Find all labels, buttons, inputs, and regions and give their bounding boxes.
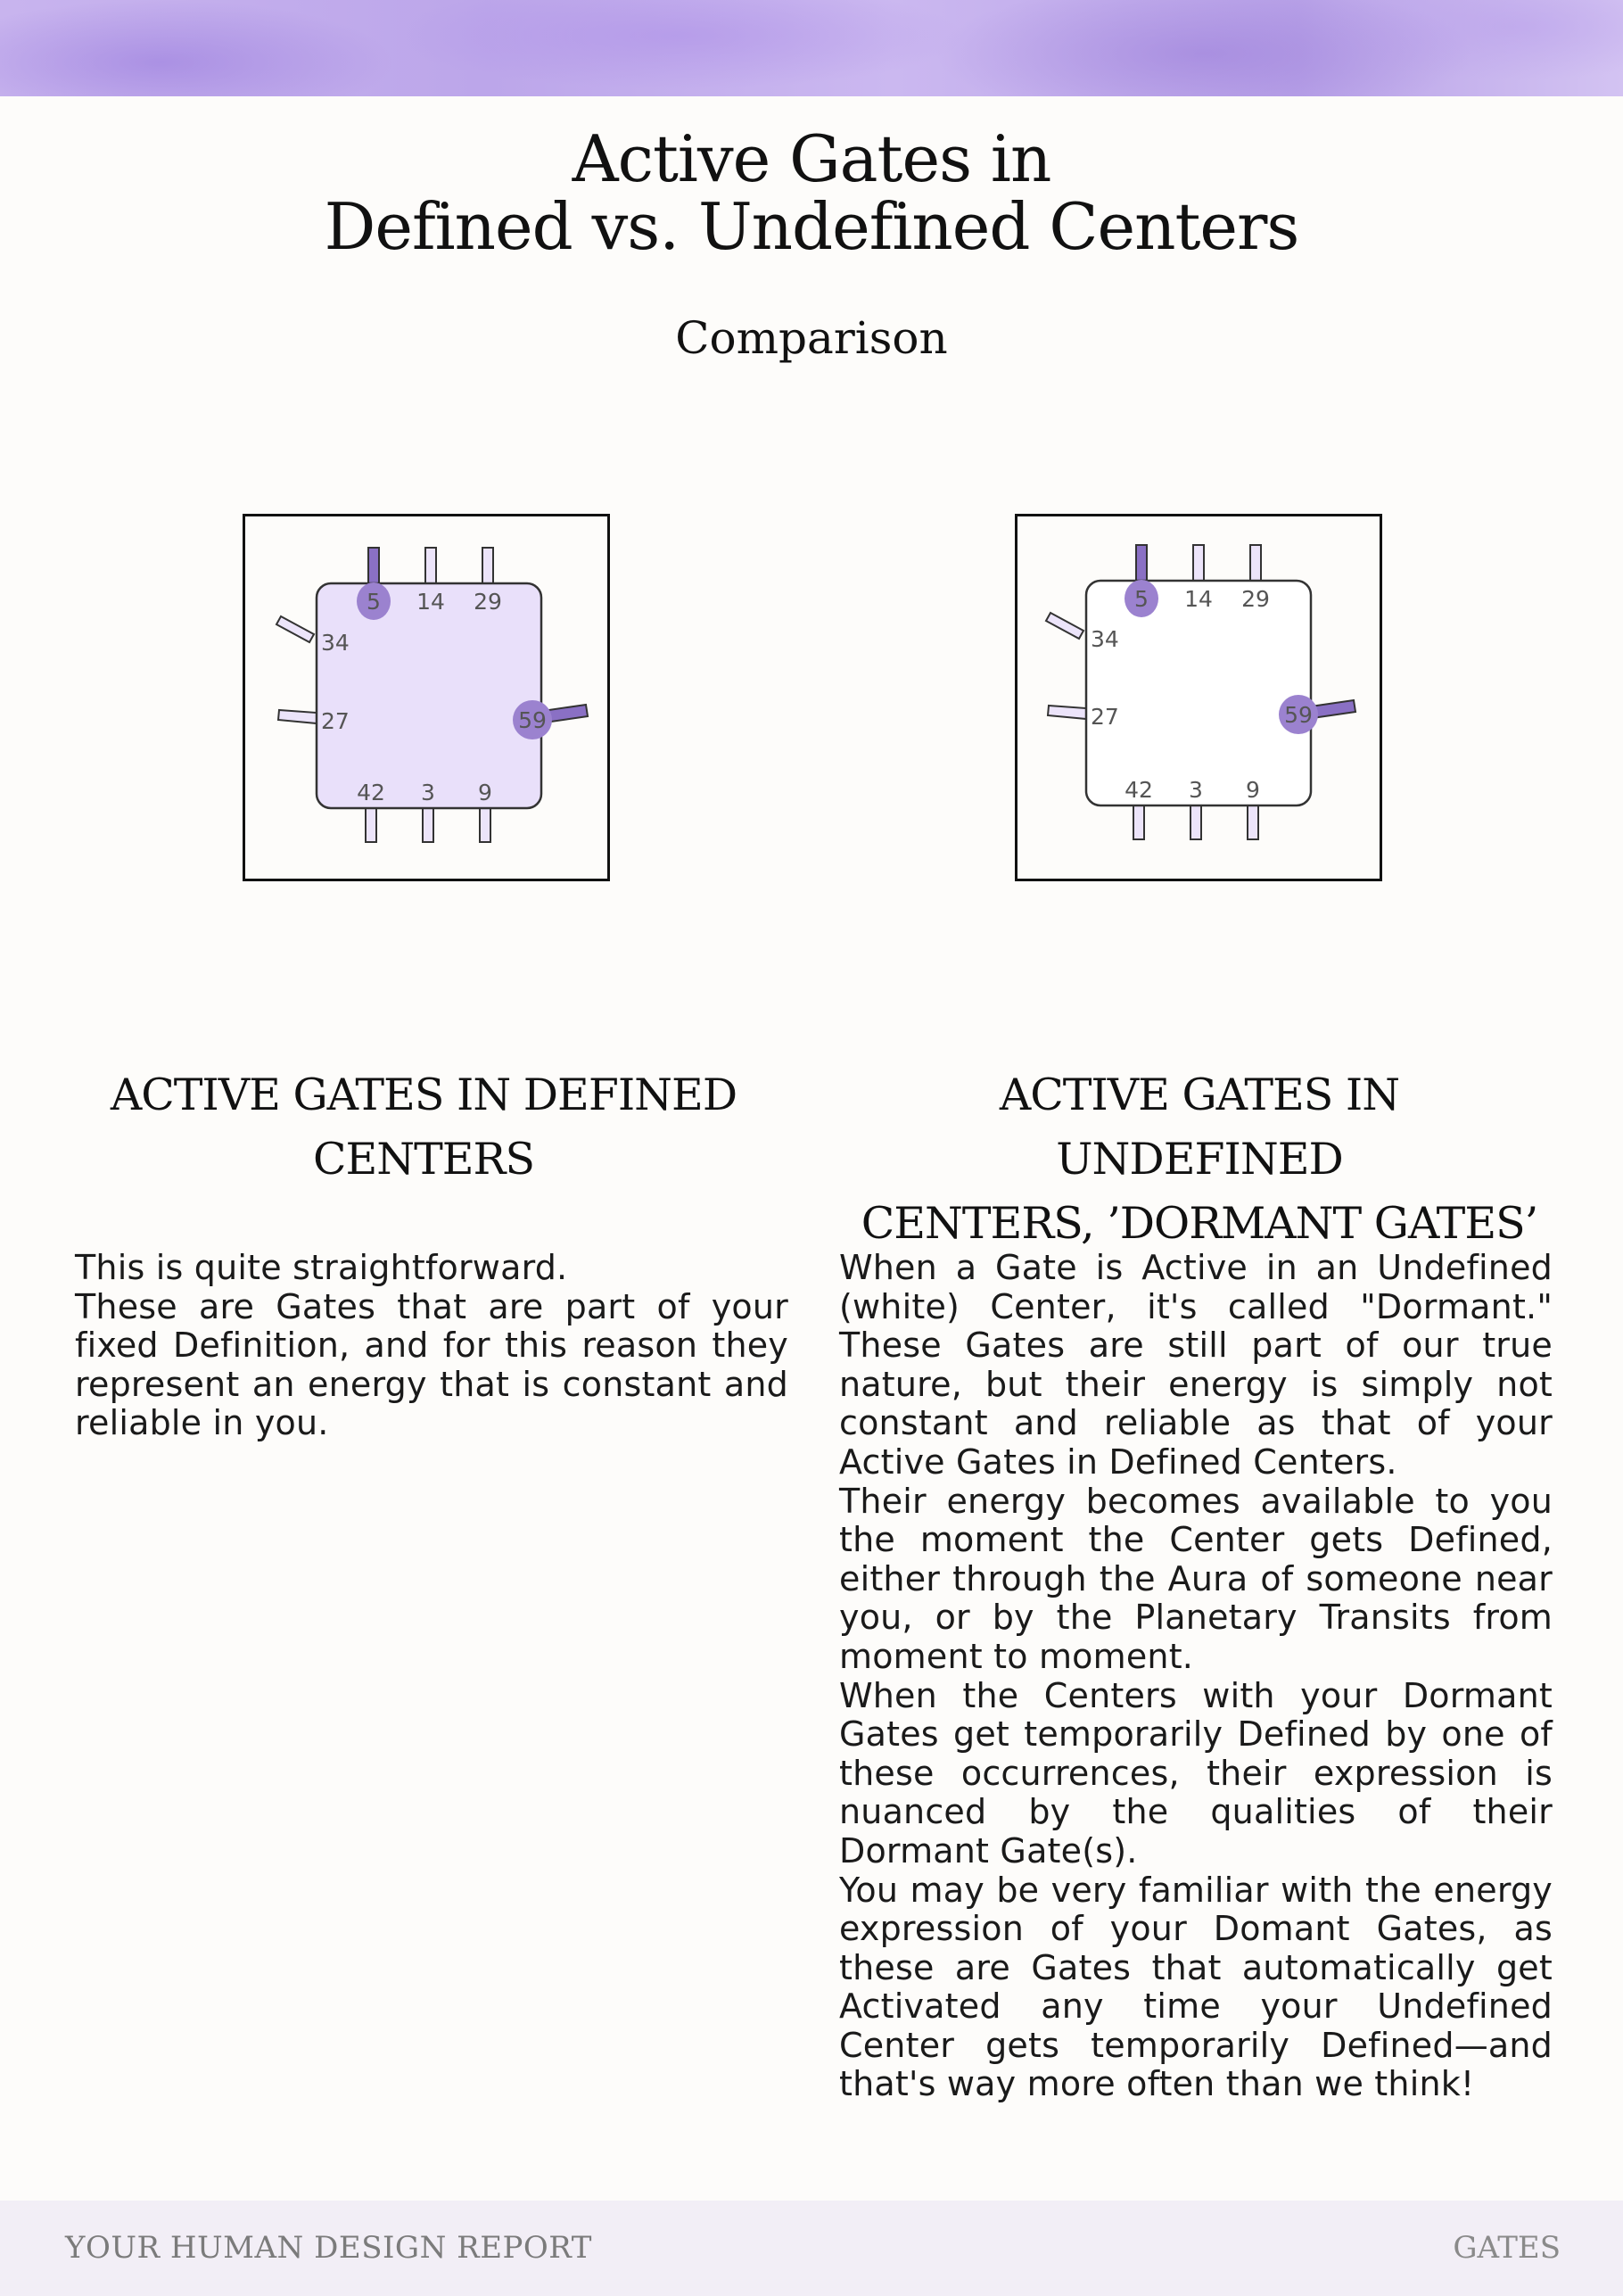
channel-gate-27	[278, 710, 317, 723]
gate-9-label: 9	[1246, 777, 1260, 803]
channel-gate-3	[423, 806, 433, 842]
gate-3-label: 3	[421, 780, 435, 805]
undefined-paragraph: You may be very familiar with the energy expression of your Domant Gates, as these are Gates that automatically get Activated any time your Undefined Center gets temporarily Defined—and that's way more often than we think!	[839, 1870, 1553, 2104]
page-subtitle: Comparison	[675, 312, 948, 364]
page-title-line1: Active Gates in	[572, 121, 1051, 196]
defined-paragraph: These are Gates that are part of your fixed Definition, and for this reason they represent an energy that is constant and reliable in you.	[75, 1286, 788, 1443]
undefined-section-body	[839, 1249, 1553, 2104]
channel-gate-42	[366, 806, 376, 842]
gate-34-label: 34	[321, 630, 350, 656]
channel-gate-5	[368, 548, 379, 583]
center-body	[317, 583, 541, 808]
gate-5-label: 5	[1134, 586, 1149, 612]
gate-29-label: 29	[1241, 586, 1270, 612]
top-banner	[0, 0, 1623, 96]
channel-gate-14	[1193, 545, 1204, 581]
center-body	[1086, 581, 1311, 805]
gate-59-label: 59	[1284, 702, 1313, 728]
channel-gate-27	[1048, 706, 1086, 719]
gate-29-label: 29	[474, 589, 502, 615]
footer-section-name: GATES	[1453, 2230, 1561, 2266]
footer-report-title: YOUR HUMAN DESIGN REPORT	[65, 2230, 592, 2266]
gate-59-label: 59	[518, 707, 547, 733]
channel-gate-34	[276, 616, 314, 642]
gate-14-label: 14	[1184, 586, 1213, 612]
undefined-paragraph: When the Centers with your Dormant Gates get temporarily Defined by one of these occurrences, their expression is nuanced by the qualities of their Dormant Gate(s).	[839, 1675, 1553, 1871]
channel-gate-29	[482, 548, 493, 583]
undefined-paragraph: When a Gate is Active in an Undefined (white) Center, it's called "Dormant." These Gates are still part of our true nature, but their energy is simply not constant and reliable as that of your Active Gates in Defined Centers.	[839, 1248, 1553, 1482]
undefined-heading-line2: CENTERS, ’DORMANT GATES’	[861, 1198, 1538, 1249]
defined-center-svg	[245, 516, 607, 879]
defined-section-heading	[85, 1063, 762, 1192]
defined-paragraph: This is quite straightforward.	[75, 1248, 568, 1287]
gate-27-label: 27	[321, 708, 350, 734]
channel-gate-9	[1248, 804, 1258, 839]
gate-9-label: 9	[478, 780, 492, 805]
gate-42-label: 42	[1125, 777, 1153, 803]
undefined-section-heading	[861, 1063, 1538, 1256]
channel-gate-3	[1190, 804, 1201, 839]
gate-3-label: 3	[1189, 777, 1203, 803]
channel-gate-14	[425, 548, 436, 583]
defined-heading-line1: ACTIVE GATES IN DEFINED	[110, 1070, 737, 1120]
channel-gate-42	[1133, 804, 1144, 839]
undefined-center-diagram	[1015, 514, 1382, 881]
gate-42-label: 42	[357, 780, 385, 805]
undefined-center-svg	[1017, 516, 1380, 879]
gate-5-label: 5	[367, 589, 381, 615]
channel-gate-29	[1250, 545, 1261, 581]
channel-gate-9	[480, 806, 490, 842]
page-title-line2: Defined vs. Undefined Centers	[324, 189, 1299, 264]
gate-27-label: 27	[1091, 704, 1119, 730]
undefined-paragraph: Their energy becomes available to you the moment the Center gets Defined, either through the Aura of someone near you, or by the Planetary Transits from moment to moment.	[839, 1481, 1553, 1676]
defined-heading-line2: CENTERS	[312, 1134, 535, 1185]
undefined-heading-line1: ACTIVE GATES IN UNDEFINED	[999, 1070, 1400, 1185]
defined-section-body	[75, 1249, 788, 1443]
defined-center-diagram	[243, 514, 610, 881]
gate-34-label: 34	[1091, 626, 1119, 652]
gate-14-label: 14	[416, 589, 445, 615]
channel-gate-34	[1046, 613, 1083, 639]
channel-gate-5	[1136, 545, 1147, 581]
